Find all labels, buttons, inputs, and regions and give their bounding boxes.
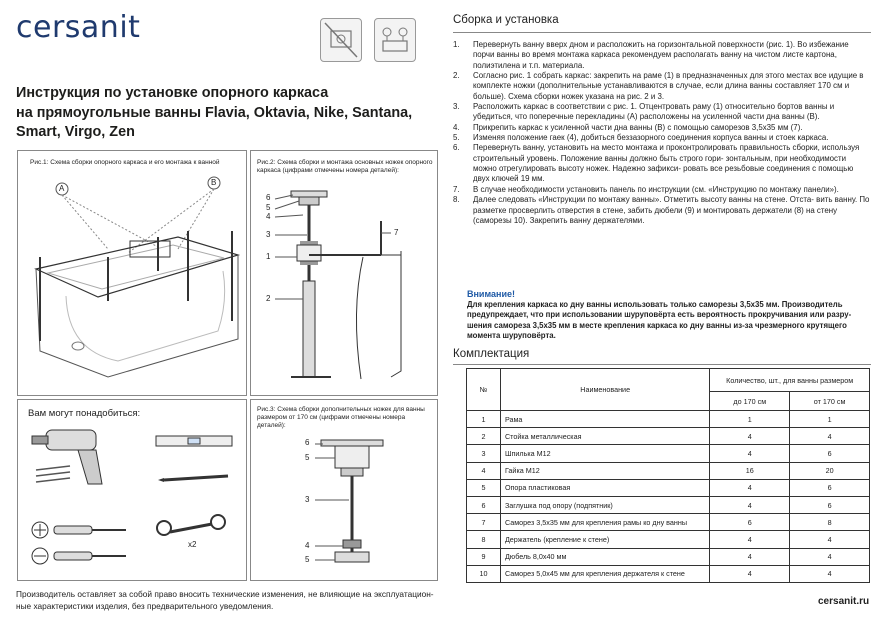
col-name: Наименование — [500, 369, 709, 411]
divider — [453, 32, 871, 33]
part-label: 3 — [266, 230, 271, 239]
col-no: № — [467, 369, 501, 411]
no-disassembly-icon — [320, 18, 362, 62]
table-row: 10 Саморез 5,0х45 мм для крепления держателя к стене 4 4 — [467, 565, 870, 582]
step-item: 4. Прикрепить каркас к усиленной части дна ванны (В) с помощью саморезов 3,5х35 мм (7). — [453, 122, 803, 132]
extra-leg-diagram — [251, 400, 437, 580]
figure-1-panel — [17, 150, 247, 396]
kit-title: Комплектация — [453, 348, 530, 360]
leg-diagram — [251, 151, 437, 395]
figure-2-panel — [250, 150, 438, 396]
step-item: 3. Расположить каркас в соответствии с рис. 1. Отцентровать раму (1) относительно бортов ванны и убедиться, что поперечные перекладины (А) расположены на усиленной части дна ванны (В). — [453, 102, 835, 122]
table-row: 3 Шпилька М12 4 6 — [467, 445, 870, 462]
step-item: 7. В случае необходимости установить панель по инструкции (см. «Инструкцию по монтажу панели»). — [453, 184, 839, 194]
part-label: 4 — [305, 541, 310, 550]
kit-table — [466, 368, 870, 583]
table-row: 9 Дюбель 8,0х40 мм 4 4 — [467, 548, 870, 565]
two-person-assembly-icon — [374, 18, 416, 62]
part-label: 1 — [266, 252, 271, 261]
part-label: 5 — [305, 453, 310, 462]
assembly-title: Сборка и установка — [453, 14, 559, 26]
figure-3-panel — [250, 399, 438, 581]
part-label: 4 — [266, 212, 271, 221]
col-from-170: от 170 см — [790, 392, 870, 411]
table-row: 4 Гайка М12 16 20 — [467, 462, 870, 479]
wrench-icon — [157, 515, 225, 535]
warning-text: Для крепления каркаса ко дну ванны использовать только саморезы 3,5х35 мм. Производитель предупреждает, что при использовании шуруповёрта есть вероятность прокручивания или разру- шения самореза 3,5х35 мм в месте крепления каркаса ко дну ванны из-за чрезмерного крутящего момента шуруповёрта. — [467, 300, 852, 341]
part-label: 6 — [305, 438, 310, 447]
part-label: 5 — [305, 555, 310, 564]
warning-title: Внимание! — [467, 289, 515, 299]
part-label: 5 — [266, 203, 271, 212]
part-label: 2 — [266, 294, 271, 303]
part-label: 7 — [394, 228, 399, 237]
step-item: 2. Согласно рис. 1 собрать каркас: закрепить на раме (1) в предназначенных для этого местах все идущие в комплекте ножки (дополнительные устанавливаются в случае, если длина ванны составляет 170 см и больше). Схема сборки ножек указана на рис. 2 и 3. — [453, 71, 864, 101]
table-row: 1 Рама 1 1 — [467, 411, 870, 428]
frame-diagram — [18, 151, 246, 395]
step-item: 6. Перевернуть ванну, установить на место монтажа и проконтролировать правильность сборки, используя строительный уровень. Положение ванны должно быть строго гори- зонтальным, при необходимости можно отрегулировать высоту ножек. Надежно зафикси- ровать все резьбовые соединения с помощью двух ключей 19 мм. — [453, 143, 860, 184]
wrench-quantity: x2 — [188, 540, 197, 549]
table-row: 6 Заглушка под опору (подпятник) 4 6 — [467, 496, 870, 513]
screwdrivers-icon — [32, 522, 126, 564]
level-icon — [156, 436, 232, 446]
figure-2-caption: Рис.2: Схема сборки и монтажа основных ножек опорного каркаса (цифрами отмечены номера деталей): — [257, 159, 433, 174]
table-row: 2 Стойка металлическая 4 4 — [467, 428, 870, 445]
table-row: 7 Саморез 3,5х35 мм для крепления рамы ко дну ванны 6 8 — [467, 514, 870, 531]
pencil-icon — [158, 476, 228, 482]
label-b: B — [211, 178, 217, 187]
drill-bits-icon — [36, 466, 70, 482]
col-upto-170: до 170 см — [710, 392, 790, 411]
figure-3-caption: Рис.3: Схема сборки дополнительных ножек для ванны размером от 170 см (цифрами отмечены номера деталей): — [257, 406, 425, 429]
col-qty: Количество, шт., для ванны размером — [710, 369, 870, 392]
brand-logo: cersanit — [16, 10, 141, 45]
part-label: 6 — [266, 193, 271, 202]
divider — [453, 364, 871, 365]
assembly-steps — [453, 40, 871, 226]
table-row: 5 Опора пластиковая 4 6 — [467, 479, 870, 496]
table-row: 8 Держатель (крепление к стене) 4 4 — [467, 531, 870, 548]
tools-caption: Вам могут понадобиться: — [28, 408, 141, 419]
part-label: 3 — [305, 495, 310, 504]
step-item: 5. Изменяя положение гаек (4), добиться беззазорного соединения корпуса ванны и стоек каркаса. — [453, 133, 829, 143]
tools-panel — [17, 399, 247, 581]
disclaimer: Производитель оставляет за собой право вносить технические изменения, не влияющие на эксплуатацион- ные характеристики изделия, без предварительного уведомления. — [16, 589, 434, 611]
table-header-row — [467, 369, 870, 392]
website: cersanit.ru — [818, 596, 870, 607]
document-title: Инструкция по установке опорного каркаса на прямоугольные ванны Flavia, Oktavia, Nike, Santana, Smart, Virgo, Zen — [16, 85, 413, 140]
step-item: 8. Далее следовать «Инструкции по монтажу ванны». Отметить высоту ванны на стене. Отста- вить ванну. По разметке просверлить отверстия в стене, забить дюбели (9) и монтировать держатели (8) на стену (саморезы 10). Закрепить ванну держателями. — [453, 195, 870, 225]
label-a: A — [59, 184, 65, 193]
figure-1-caption: Рис.1: Схема сборки опорного каркаса и его монтажа к ванной — [30, 159, 220, 166]
step-item: 1. Перевернуть ванну вверх дном и расположить на горизонтальной поверхности (рис. 1). Во избежание порчи ванны во время монтажа каркаса рекомендуем располагать ванну на чистом листе картона, полиэтилена и т.п. материала. — [453, 40, 849, 70]
